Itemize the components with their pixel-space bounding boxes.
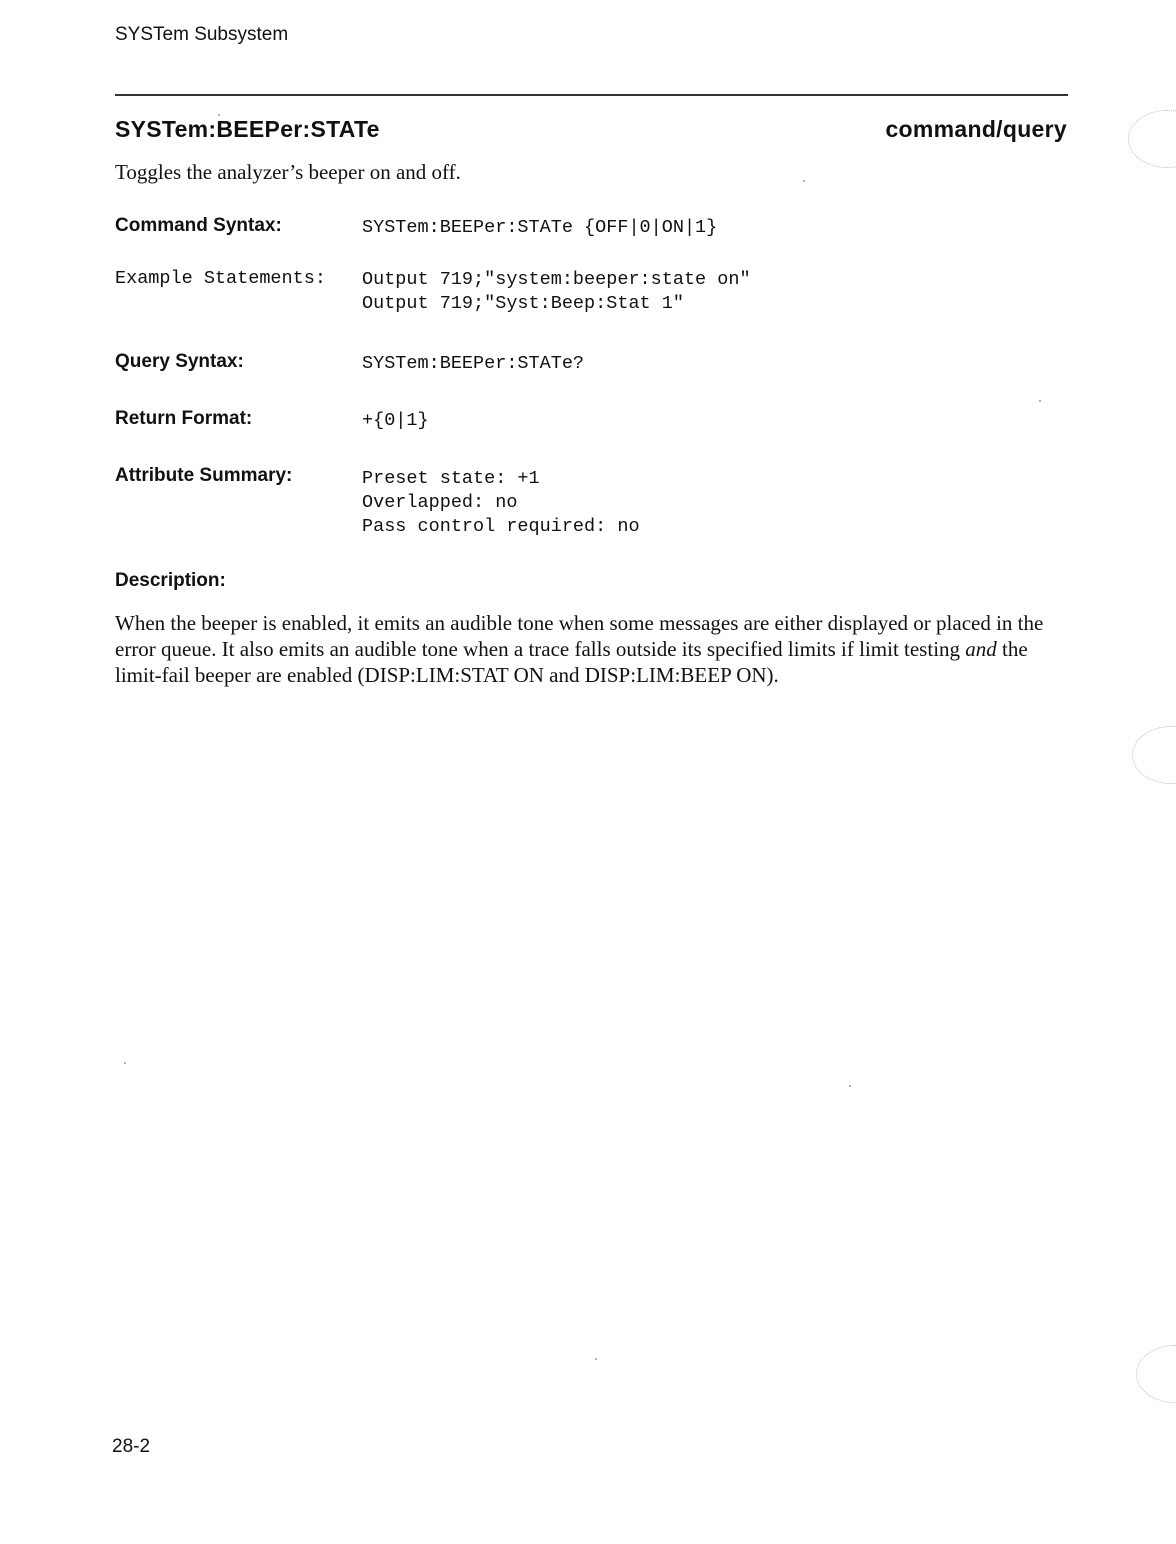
- punch-hole-middle: [1132, 726, 1176, 784]
- scan-speck: [595, 1358, 597, 1360]
- scan-speck: [803, 180, 805, 182]
- scan-speck: [1039, 400, 1041, 402]
- description-body: [115, 610, 1065, 688]
- query-syntax-label: Query Syntax:: [115, 351, 244, 372]
- command-title: SYSTem:BEEPer:STATe: [115, 116, 380, 142]
- description-heading: Description:: [115, 570, 226, 591]
- command-summary: Toggles the analyzer’s beeper on and off.: [115, 160, 461, 184]
- query-syntax-value: SYSTem:BEEPer:STATe?: [362, 353, 585, 374]
- attribute-overlapped: Overlapped: no: [362, 492, 518, 513]
- scan-speck: [124, 1062, 126, 1064]
- scan-speck: [849, 1085, 851, 1087]
- example-statement-2: Output 719;"Syst:Beep:Stat 1": [362, 293, 684, 314]
- return-format-value: +{0|1}: [362, 410, 429, 431]
- command-type: command/query: [885, 116, 1067, 142]
- example-statements-label: Example Statements:: [115, 268, 326, 289]
- running-header: SYSTem Subsystem: [115, 24, 289, 45]
- punch-hole-bottom: [1136, 1345, 1176, 1403]
- punch-hole-top: [1128, 110, 1176, 168]
- description-emphasis: and: [965, 637, 997, 661]
- example-statement-1: Output 719;"system:beeper:state on": [362, 269, 751, 290]
- header-rule: [115, 94, 1068, 96]
- command-syntax-label: Command Syntax:: [115, 215, 282, 236]
- command-syntax-value: SYSTem:BEEPer:STATe {OFF|0|ON|1}: [362, 217, 718, 238]
- description-text-before: When the beeper is enabled, it emits an audible tone when some messages are either displayed or placed in the error queue. It also emits an audible tone when a trace falls outside its specified limits if limit testing: [115, 611, 1044, 661]
- attribute-preset-state: Preset state: +1: [362, 468, 540, 489]
- attribute-pass-control: Pass control required: no: [362, 516, 640, 537]
- description-text-after: the limit-fail beeper are enabled (DISP:LIM:STAT ON and DISP:LIM:BEEP ON).: [115, 637, 1028, 687]
- return-format-label: Return Format:: [115, 408, 253, 429]
- attribute-summary-label: Attribute Summary:: [115, 465, 293, 486]
- page-number: 28-2: [112, 1436, 151, 1457]
- scan-speck: [218, 114, 220, 116]
